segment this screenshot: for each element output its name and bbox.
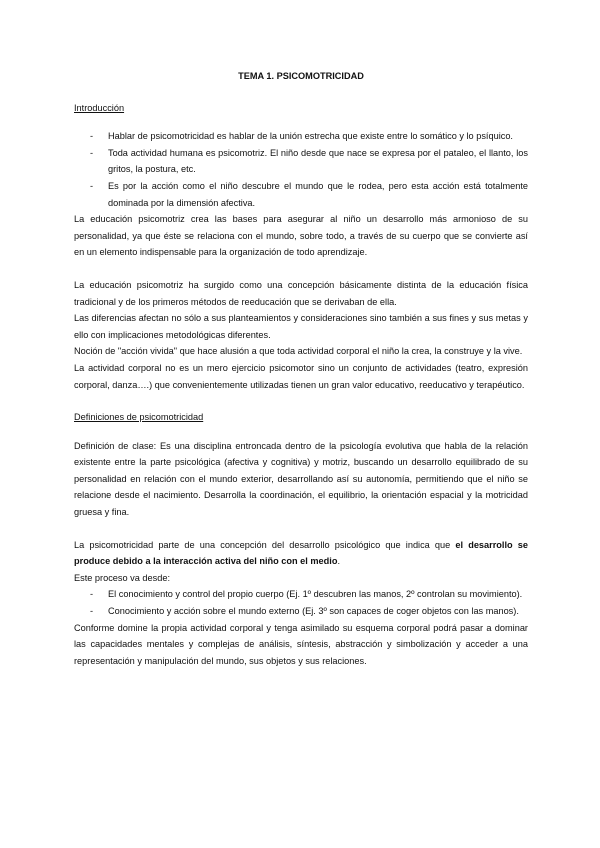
- intro-paragraph: La actividad corporal no es un mero ejercicio psicomotor sino un conjunto de actividades (teatro, expresión corporal, danza….) que convenientemente utilizadas tienen un gran valor educativo, reeducativo y terapéutico.: [74, 362, 528, 390]
- document-title: TEMA 1. PSICOMOTRICIDAD: [238, 71, 364, 81]
- list-item-text: Toda actividad humana es psicomotriz. El niño desde que nace se expresa por el pataleo, el llanto, los gritos, la postura, etc.: [108, 147, 528, 175]
- definition-text: La psicomotricidad parte de una concepción del desarrollo psicológico que indica que: [74, 539, 456, 550]
- list-item: [74, 128, 528, 145]
- section-heading-definiciones: Definiciones de psicomotricidad: [74, 412, 204, 423]
- definition-paragraph: Conforme domine la propia actividad corporal y tenga asimilado su esquema corporal podrá pasar a dominar las capacidades mentales y complejas de análisis, síntesis, abstracción y simbolización y acceder a una representación y manipulación del mundo, sus objetos y sus relaciones.: [74, 622, 528, 666]
- definition-paragraph: [74, 537, 528, 570]
- intro-paragraph: La educación psicomotriz ha surgido como una concepción básicamente distinta de la educación física tradicional y de los primeros métodos de reeducación que se derivaban de ella.: [74, 279, 528, 307]
- intro-paragraph: La educación psicomotriz crea las bases para asegurar al niño un desarrollo más armonioso de su personalidad, ya que éste se relaciona con el mundo, sobre todo, a través de su cuerpo que se convierte así en un elemento indispensable para la organización de todo aprendizaje.: [74, 214, 528, 258]
- list-item-text: Es por la acción como el niño descubre el mundo que le rodea, pero esta acción está totalmente dominada por la dimensión afectiva.: [108, 180, 528, 208]
- intro-paragraph: Noción de "acción vivida" que hace alusión a que toda actividad corporal el niño la crea, la construye y la vive.: [74, 346, 523, 357]
- dash-marker: -: [90, 180, 94, 191]
- list-item: [74, 603, 528, 620]
- list-item-text: El conocimiento y control del propio cuerpo (Ej. 1º descubren las manos, 2º controlan su movimiento).: [108, 589, 523, 600]
- definition-text: .: [337, 556, 340, 567]
- dash-marker: -: [90, 131, 94, 142]
- section-heading-introduccion: Introducción: [74, 102, 125, 113]
- document-page: [74, 68, 528, 669]
- intro-paragraph: Las diferencias afectan no sólo a sus planteamientos y consideraciones sino también a sus fines y sus metas y ello con implicaciones metodológicas diferentes.: [74, 313, 528, 340]
- list-item: [74, 586, 528, 603]
- dash-marker: -: [90, 589, 94, 600]
- process-intro: Este proceso va desde:: [74, 572, 171, 583]
- dash-marker: -: [90, 147, 94, 158]
- list-item-text: Conocimiento y acción sobre el mundo externo (Ej. 3º son capaces de coger objetos con las manos).: [108, 606, 519, 617]
- list-item: [74, 145, 528, 178]
- definition-bold-text: el desarrollo se produce debido a la interacción activa del niño con el medio: [74, 539, 528, 567]
- list-item-text: Hablar de psicomotricidad es hablar de la unión estrecha que existe entre lo somático y lo psíquico.: [108, 131, 513, 142]
- intro-bullet-list: [74, 128, 528, 211]
- dash-marker: -: [90, 606, 94, 617]
- definition-paragraph: Definición de clase: Es una disciplina entroncada dentro de la psicología evolutiva que habla de la relación existente entre la parte psicológica (afectiva y cognitiva) y motriz, buscando un desarrollo equilibrado de su personalidad en relación con el mundo exterior, desarrollando así su autonomía, permitiendo que el niño se relacione desde el nacimiento. Desarrolla la coordinación, el equilibrio, la orientación espacial y la motricidad gruesa y fina.: [74, 440, 528, 518]
- list-item: [74, 178, 528, 211]
- process-bullet-list: [74, 586, 528, 619]
